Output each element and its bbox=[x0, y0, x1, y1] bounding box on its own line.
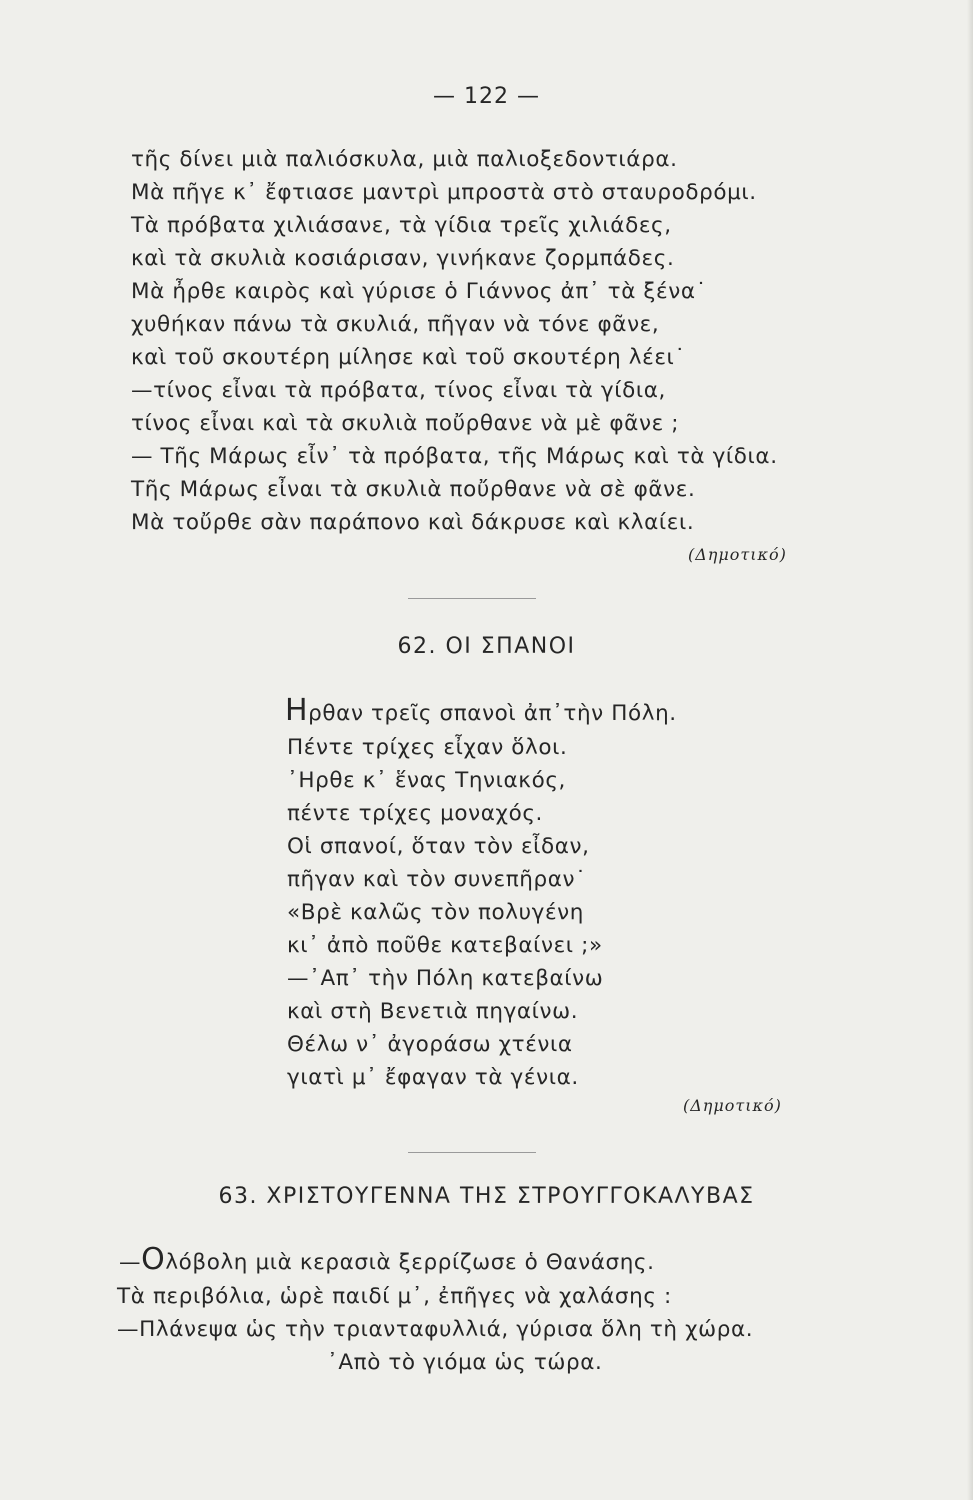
verse-line: — Τῆς Μάρως εἶν᾽ τὰ πρόβατα, τῆς Μάρως καὶ τὰ γίδια. bbox=[131, 444, 778, 469]
poem-title: 62. ΟΙ ΣΠΑΝΟΙ bbox=[397, 634, 576, 659]
verse-line: κι᾽ ἀπὸ ποῦθε κατεβαίνει ;» bbox=[287, 933, 603, 958]
verse-line: πῆγαν καὶ τὸν συνεπῆραν˙ bbox=[287, 867, 587, 892]
page-number: — 122 — bbox=[433, 84, 540, 109]
drop-initial: Η bbox=[285, 693, 309, 728]
section-divider bbox=[408, 1152, 536, 1153]
verse-line: Τὰ πρόβατα χιλιάσανε, τὰ γίδια τρεῖς χιλιάδες, bbox=[131, 213, 672, 238]
verse-line: Οἱ σπανοί, ὅταν τὸν εἶδαν, bbox=[287, 834, 590, 859]
verse-line: —τίνος εἶναι τὰ πρόβατα, τίνος εἶναι τὰ γίδια, bbox=[131, 378, 666, 403]
verse-line: Μὰ πῆγε κ᾽ ἔφτιασε μαντρὶ μπροστὰ στὸ σταυροδρόμι. bbox=[131, 180, 757, 205]
verse-line: Μὰ ἦρθε καιρὸς καὶ γύρισε ὁ Γιάννος ἀπ᾽ τὰ ξένα˙ bbox=[131, 279, 707, 304]
verse-line: ᾽Απὸ τὸ γιόμα ὡς τώρα. bbox=[327, 1350, 603, 1375]
poem-attribution: (Δημοτικό) bbox=[683, 1096, 782, 1115]
verse-line: πέντε τρίχες μοναχός. bbox=[287, 801, 543, 826]
verse-line-first bbox=[285, 693, 677, 729]
verse-line: Πέντε τρίχες εἶχαν ὅλοι. bbox=[287, 735, 568, 760]
verse-text: ρθαν τρεῖς σπανοὶ ἀπ᾽τὴν Πόλη. bbox=[308, 701, 677, 726]
verse-line: Μὰ τοὔρθε σὰν παράπονο καὶ δάκρυσε καὶ κλαίει. bbox=[131, 510, 695, 535]
verse-line: καὶ τοῦ σκουτέρη μίλησε καὶ τοῦ σκουτέρη λέει˙ bbox=[131, 345, 686, 370]
verse-line: τίνος εἶναι καὶ τὰ σκυλιὰ ποὔρθανε νὰ μὲ φᾶνε ; bbox=[131, 411, 680, 436]
verse-text: λόβολη μιὰ κερασιὰ ξερρίζωσε ὁ Θανάσης. bbox=[165, 1250, 655, 1275]
dash: — bbox=[119, 1250, 142, 1275]
verse-line: «Βρὲ καλῶς τὸν πολυγένη bbox=[287, 900, 585, 925]
drop-initial: Ο bbox=[141, 1242, 166, 1277]
verse-line: καὶ στὴ Βενετιὰ πηγαίνω. bbox=[287, 999, 579, 1024]
verse-line: γιατὶ μ᾽ ἔφαγαν τὰ γένια. bbox=[287, 1065, 579, 1090]
verse-line: χυθήκαν πάνω τὰ σκυλιά, πῆγαν νὰ τόνε φᾶνε, bbox=[131, 312, 660, 337]
verse-line: —Πλάνεψα ὡς τὴν τριανταφυλλιά, γύρισα ὅλη τὴ χώρα. bbox=[117, 1317, 754, 1342]
verse-line: τῆς δίνει μιὰ παλιόσκυλα, μιὰ παλιοξεδοντιάρα. bbox=[131, 147, 678, 172]
verse-line: ᾽Ηρθε κ᾽ ἕνας Τηνιακός, bbox=[287, 768, 566, 793]
verse-line: Τὰ περιβόλια, ὡρὲ παιδί μ᾽, ἐπῆγες νὰ χαλάσης : bbox=[117, 1284, 672, 1309]
poem-attribution: (Δημοτικό) bbox=[688, 545, 787, 564]
page-edge-shadow bbox=[967, 0, 973, 1500]
verse-line: —᾽Απ᾽ τὴν Πόλη κατεβαίνω bbox=[287, 966, 604, 991]
poem-title: 63. ΧΡΙΣΤΟΥΓΕΝΝΑ ΤΗΣ ΣΤΡΟΥΓΓΟΚΑΛΥΒΑΣ bbox=[218, 1184, 755, 1209]
section-divider bbox=[408, 598, 536, 599]
verse-line: Τῆς Μάρως εἶναι τὰ σκυλιὰ ποὔρθανε νὰ σὲ φᾶνε. bbox=[131, 477, 696, 502]
verse-line-first bbox=[119, 1242, 655, 1278]
verse-line: καὶ τὰ σκυλιὰ κοσιάρισαν, γινήκανε ζορμπάδες. bbox=[131, 246, 675, 271]
verse-line: Θέλω ν᾽ ἀγοράσω χτένια bbox=[287, 1032, 573, 1057]
